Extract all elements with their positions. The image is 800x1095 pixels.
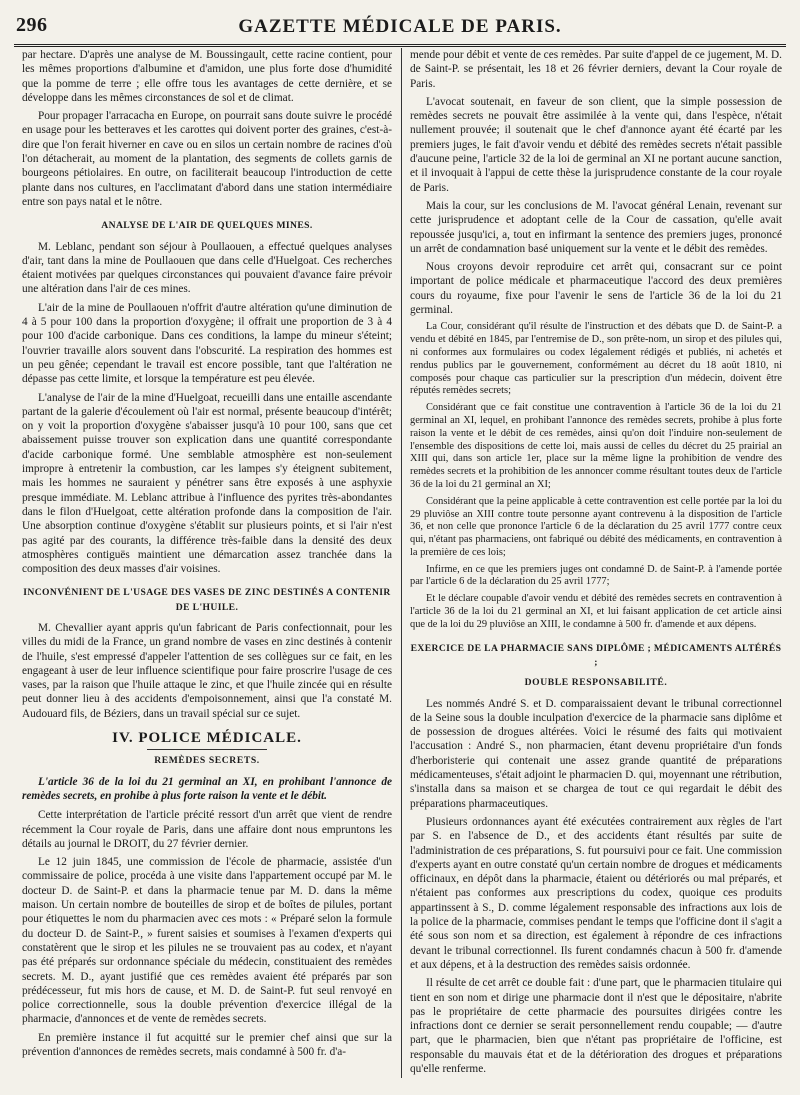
paragraph: M. Leblanc, pendant son séjour à Poullaouen, a effectué quelques analyses d'air, tant dans la mine de Poullaouen que dans celle d'Huelgoat. Ces recherches étaient motivées par quelques circonstances qui pouvaient d'avance faire prévoir une altération dans l'air de ces mines.	[22, 240, 392, 296]
page-number: 296	[16, 14, 48, 36]
article-heading: ANALYSE DE L'AIR DE QUELQUES MINES.	[101, 220, 313, 232]
column-divider	[401, 48, 402, 1078]
right-column	[410, 48, 782, 1088]
section-title-rule	[147, 749, 267, 750]
paragraph: Plusieurs ordonnances ayant été exécutées contrairement aux règles de l'art par S. en l'absence de D., et des accidents étant résultés par suite de l'administration de ces préparations, S. fut poursuivi pour ce fait. Une commission d'experts ayant en outre constaté qu'un certain nombre de drogues et médicaments officinaux, en dépôt dans la pharmacie, étaient ou détériorés ou mal préparés, et n'étaient pas conformes aux prescriptions du codex, quoique ces produits appartinssent à S., D. comme légalement responsable des infractions aux lois de la police de la pharmacie, commises pendant le temps que l'officine dont il s'agit a été sous son nom et sa direction, est également à répondre de ces infractions devant le tribunal correctionnel. Ils furent condamnés chacun à 500 fr. d'amende et aux dépens, et à la destruction des remèdes saisis ordonnée.	[410, 815, 782, 971]
italic-summary: L'article 36 de la loi du 21 germinal an XI, en prohibant l'annonce de remèdes secrets, en prohibe à plus forte raison la vente et le débit.	[22, 775, 392, 802]
article-heading: EXERCICE DE LA PHARMACIE SANS DIPLÔME ; MÉDICAMENTS ALTÉRÉS ;	[410, 642, 782, 668]
section-title: IV. POLICE MÉDICALE.	[112, 730, 302, 747]
paragraph: Cette interprétation de l'article précité ressort d'un arrêt que vient de rendre récemment la Cour royale de Paris, dans une affaire dont nous empruntons les détails au journal le DROIT, du 27 février dernier.	[22, 809, 392, 850]
paragraph: Nous croyons devoir reproduire cet arrêt qui, consacrant sur ce point important de police médicale et pharmaceutique l'accord des deux premières cours du royaume, fixe pour l'avenir le sens de l'article 36 de la loi du 21 germinal.	[410, 261, 782, 317]
paragraph: Les nommés André S. et D. comparaissaient devant le tribunal correctionnel de la Seine sous la double inculpation d'exercice de la pharmacie sans diplôme et de possession de drogues altérées. Voici le résumé des faits qui motivaient l'accusation : André S., non pharmacien, étant devenu propriétaire d'un fonds d'herboristerie qui contenait une assez grande quantité de préparations médicamenteuses, s'était adjoint le pharmacien D. qui, moyennant une rétribution, s'installa dans sa maison et se chargea de tout ce qui regardait le débit des préparations pharmaceutiques.	[410, 697, 782, 810]
paragraph: par hectare. D'après une analyse de M. Boussingault, cette racine contient, pour les mêmes proportions d'albumine et d'amidon, une plus forte dose d'humidité que la pomme de terre ; elle offre tous les avantages de cette dernière, et se développe dans les mêmes circonstances de sol et de climat.	[22, 49, 392, 104]
court-ruling-paragraph: Et le déclare coupable d'avoir vendu et débité des remèdes secrets en contravention à l'article 36 de la loi du 21 germinal an XI, et lui faisant application de cet article ainsi que de la loi du 29 pluviôse an XIII, le condamne à 500 fr. d'amende et aux dépens.	[410, 593, 782, 630]
court-ruling-paragraph: Considérant que ce fait constitue une contravention à l'article 36 de la loi du 21 germinal an XI, lequel, en prohibant l'annonce des remèdes secrets, prohibe à plus forte raison la vente et le débit de ces remèdes, ainsi qu'on doit l'induire non-seulement de l'ensemble des dispositions de cette loi, mais aussi de celles du décret du 25 prairial an XIII qui, dans son article 1er, place sur la même ligne la prohibition de vendre des remèdes secrets et la prohibition de les annoncer comme résultant toutes deux de l'article 36 de la loi du 21 germinal an XI;	[410, 402, 782, 490]
paragraph: Il résulte de cet arrêt ce double fait : d'une part, que le pharmacien titulaire qui tient en son nom et dirige une pharmacie dont il n'est que le dépositaire, n'abrite pas le propriétaire de cette pharmacie des poursuites dirigées contre les infractions dont ce dernier se serait personnellement rendu coupable; — d'autre part, que le pharmacien, bien que n'étant pas propriétaire de l'officine, est responsable du mauvais état et de la détérioration des drogues et préparations qu'elle renferme.	[410, 977, 782, 1075]
paragraph: L'air de la mine de Poullaouen n'offrit d'autre altération qu'une diminution de 4 à 5 pour 100 dans la proportion d'oxygène; il offrait une proportion de 3 à 4 pour 100 d'acide carbonique. Dans ces conditions, la lampe du mineur s'éteint; l'ouvrier travaille alors souvent dans l'obscurité. La respiration des hommes est un peu gênée; cependant le travail est encore possible, tant que l'altération ne dépasse pas cette limite, et lorsque la température est peu élevée.	[22, 301, 392, 386]
journal-title: GAZETTE MÉDICALE DE PARIS.	[238, 16, 562, 37]
paragraph: L'analyse de l'air de la mine d'Huelgoat, recueilli dans une entaille ascendante partant de la galerie d'écoulement où l'air est normal, présente beaucoup d'intérêt; on y voit la proportion d'oxygène s'abaisser jusqu'à 10 pour 100, sans que cet abaissement puisse trouver son explication dans une quantité correspondante d'acide carbonique formé. Une semblable atmosphère est non-seulement impropre à entretenir la combustion, car les lampes s'y éteignent subitement, mais les hommes ne sauraient y pénétrer sans être exposés à une asphyxie presque immédiate. M. Leblanc attribue à l'influence des pyrites très-abondantes dans le filon d'Huelgoat, cette altération profonde dans la composition de l'air. Une absorption continue d'oxygène s'établit sur plusieurs points, et si l'air n'est pas agité par des courants, la différence très-faible dans la densité des deux atmosphères contiguës maintient une démarcation assez tranchée dans la composition des deux masses d'air voisines.	[22, 391, 392, 576]
paragraph: Le 12 juin 1845, une commission de l'école de pharmacie, assistée d'un commissaire de police, procéda à une visite dans l'appartement occupé par M. le docteur D. de Saint-P. et dans la pharmacie tenue par M. D. dans la même maison. Un certain nombre de bouteilles de sirop et de boîtes de pilules, portant pour étiquettes le nom du pharmacien avec ces mots : « Préparé selon la formule du docteur D. de Saint-P., » furent saisies et soumises à l'examen d'experts qui constatèrent que le sirop et les pilules ne se trouvaient pas au codex, et n'ayant pas été préparés sur ordonnance spéciale du médecin, constituaient des remèdes secrets. M. D., ayant justifié que ces remèdes avaient été préparés par son prédécesseur, fut mis hors de cause, et M. D. de Saint-P. fut seul renvoyé en police correctionnelle, sous la double prévention d'exercice illégal de la pharmacie, d'annonces et de vente de remèdes secrets.	[22, 856, 392, 1026]
paragraph: L'avocat soutenait, en faveur de son client, que la simple possession de remèdes secrets ne pouvait être assimilée à la vente qui, dans l'espèce, n'était nullement prouvée; il soutenait que le chef d'annonce ayant été écarté par les premiers juges, le fait d'avoir vendu et débité des remèdes secrets n'était passible d'aucune peine, l'article 32 de la loi de germinal an XI ne portant aucune sanction, et il invoquait à l'appui de cette thèse la jurisprudence constante de la cour royale de Paris.	[410, 95, 782, 194]
paragraph: M. Chevallier ayant appris qu'un fabricant de Paris confectionnait, pour les villes du midi de la France, un grand nombre de vases en zinc destinés à contenir de l'huile, s'est empressé d'appeler l'attention de ses collègues sur ce fait, en les engageant à user de leur influence scientifique pour faire proscrire l'usage de ces vases, par la raison que l'huile attaque le zinc, et que l'huile zincée qui en résulte peut donner lieu à des accidents d'empoisonnement, ainsi que l'a constaté M. Audouard fils, de Béziers, dans un travail spécial sur ce sujet.	[22, 621, 392, 720]
article-subheading: DOUBLE RESPONSABILITÉ.	[524, 677, 668, 689]
page-header	[14, 10, 786, 47]
court-ruling-paragraph: Infirme, en ce que les premiers juges ont condamné D. de Saint-P. à l'amende portée par l'article 6 de la déclaration du 25 avril 1777;	[410, 563, 782, 588]
article-heading: INCONVÉNIENT DE L'USAGE DES VASES DE ZINC DESTINÉS A CONTENIR DE L'HUILE.	[23, 587, 391, 613]
court-ruling-paragraph: La Cour, considérant qu'il résulte de l'instruction et des débats que D. de Saint-P. a vendu et débité en 1845, par l'entremise de D., son prête-nom, un sirop et des pilules qui, ni conformes aux formulaires ou codex légalement rédigés et publiés, ni achetés et rendus publics par le gouvernement, conformément au décret du 18 août 1810, ni composés pour chaque cas particulier sur la prescription d'un médecin, doivent être réputés remèdes secrets;	[410, 321, 782, 397]
article-heading: REMÈDES SECRETS.	[154, 755, 260, 767]
court-ruling-paragraph: Considérant que la peine applicable à cette contravention est celle portée par la loi du 29 pluviôse an XIII contre toute personne ayant contrevenu à la disposition de l'article 36, et non celle que prononce l'article 6 de la déclaration du 25 avril 1777 contre ceux qui, n'étant pas pharmaciens, ont fabriqué ou débité des médicaments, en contravention à la première de ces lois;	[410, 495, 782, 558]
paragraph: En première instance il fut acquitté sur le premier chef ainsi que sur la prévention d'annonces de remèdes secrets, mais condamné à 500 fr. d'a-	[22, 1031, 392, 1058]
left-column	[22, 48, 392, 1088]
paragraph: mende pour débit et vente de ces remèdes. Par suite d'appel de ce jugement, M. D. de Saint-P. se présentait, les 18 et 26 février derniers, devant la Cour royale de Paris.	[410, 49, 782, 90]
paragraph: Mais la cour, sur les conclusions de M. l'avocat général Lenain, revenant sur cette jurisprudence et adoptant celle de la Cour de cassation, qu'elle avait repoussée jusqu'ici, a, tout en infirmant la sentence des premiers juges, prononcé un arrêt de condamnation basé uniquement sur la vente et le débit des remèdes.	[410, 199, 782, 255]
paragraph: Pour propager l'arracacha en Europe, on pourrait sans doute suivre le procédé en usage pour les betteraves et les carottes qui doivent porter des graines, c'est-à-dire que l'on ferait hiverner en cave ou en silos un certain nombre de racines d'où l'on détacherait, au moment de la plantation, des segments de collets garnis de bourgeons pétiolaires. En outre, on faciliterait beaucoup l'introduction de cette plante dans nos cultures, en l'acclimatant d'abord dans une station intermédiaire entre son pays natal et le nôtre.	[22, 110, 392, 208]
